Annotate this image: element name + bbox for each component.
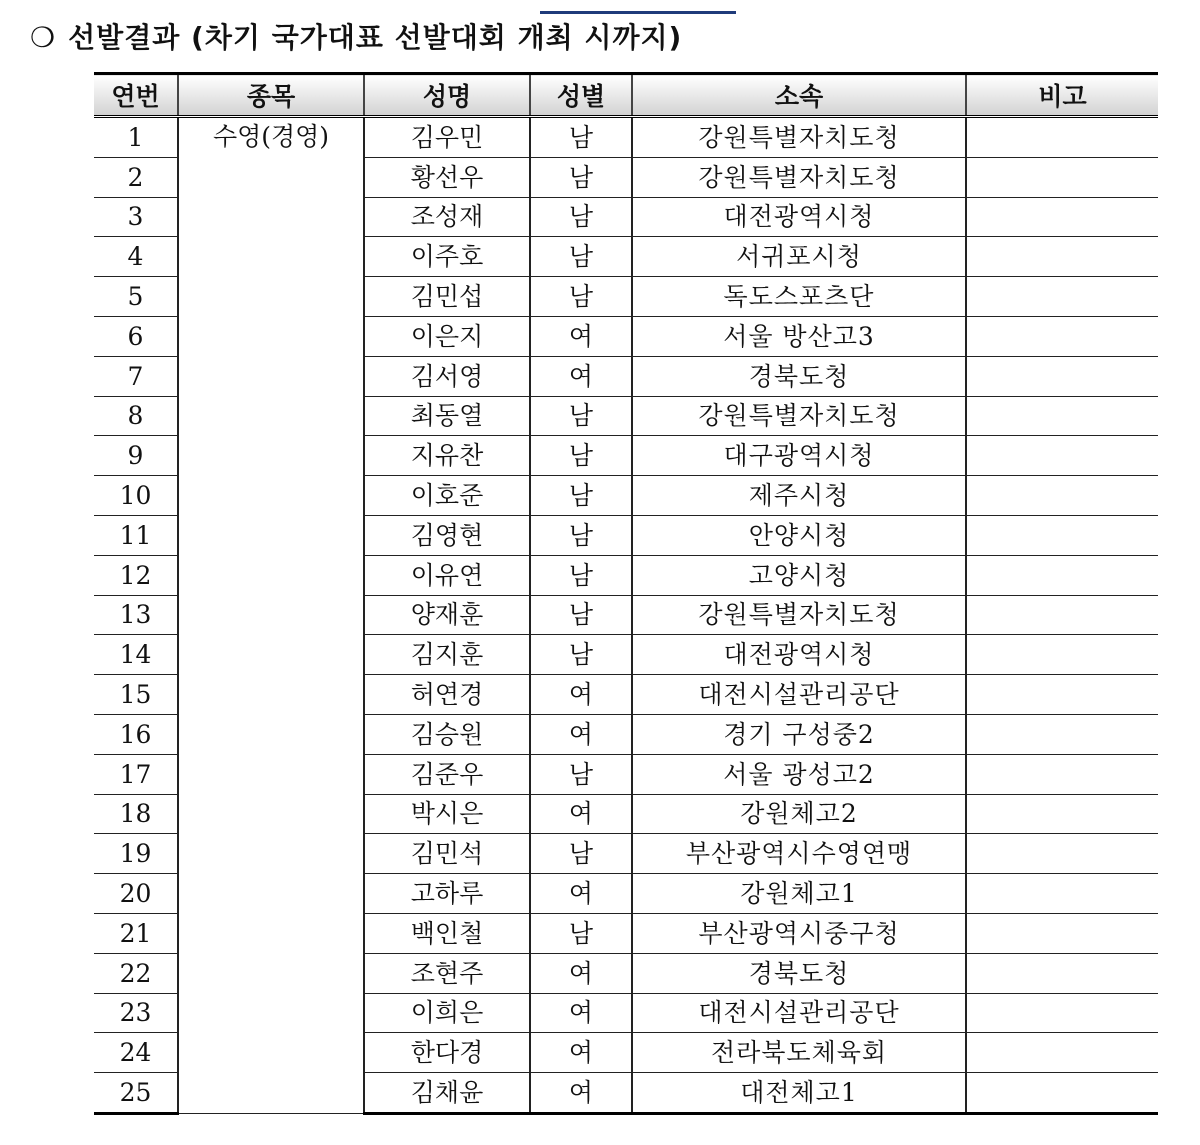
athlete-sex: 남	[530, 117, 632, 158]
event-cell: 수영(경영)	[178, 117, 364, 1114]
header-name: 성명	[364, 74, 530, 117]
athlete-name: 이희은	[364, 993, 530, 1033]
row-number: 5	[94, 277, 178, 317]
athlete-sex: 남	[530, 834, 632, 874]
athlete-affiliation: 서귀포시청	[632, 237, 966, 277]
athlete-name: 이호준	[364, 476, 530, 516]
remark-cell	[966, 515, 1158, 555]
section-heading	[30, 18, 682, 58]
athlete-affiliation: 고양시청	[632, 555, 966, 595]
remark-cell	[966, 595, 1158, 635]
athlete-sex: 남	[530, 277, 632, 317]
row-number: 21	[94, 913, 178, 953]
row-number: 2	[94, 157, 178, 197]
header-event: 종목	[178, 74, 364, 117]
athlete-name: 김서영	[364, 356, 530, 396]
athlete-sex: 여	[530, 356, 632, 396]
row-number: 22	[94, 953, 178, 993]
athlete-affiliation: 경북도청	[632, 953, 966, 993]
athlete-affiliation: 부산광역시수영연맹	[632, 834, 966, 874]
athlete-affiliation: 강원특별자치도청	[632, 117, 966, 158]
remark-cell	[966, 874, 1158, 914]
athlete-sex: 남	[530, 595, 632, 635]
athlete-affiliation: 제주시청	[632, 476, 966, 516]
row-number: 11	[94, 515, 178, 555]
row-number: 18	[94, 794, 178, 834]
athlete-affiliation: 대전광역시청	[632, 635, 966, 675]
athlete-sex: 여	[530, 1033, 632, 1073]
row-number: 25	[94, 1073, 178, 1114]
athlete-affiliation: 대구광역시청	[632, 436, 966, 476]
athlete-sex: 남	[530, 396, 632, 436]
athlete-name: 최동열	[364, 396, 530, 436]
athlete-name: 김준우	[364, 754, 530, 794]
header-sex: 성별	[530, 74, 632, 117]
athlete-affiliation: 대전시설관리공단	[632, 675, 966, 715]
athlete-name: 김민석	[364, 834, 530, 874]
athlete-name: 고하루	[364, 874, 530, 914]
header-remark: 비고	[966, 74, 1158, 117]
row-number: 4	[94, 237, 178, 277]
athlete-name: 이주호	[364, 237, 530, 277]
athlete-name: 조성재	[364, 197, 530, 237]
section-title: 선발결과 (차기 국가대표 선발대회 개최 시까지)	[68, 21, 683, 54]
athlete-affiliation: 강원체고1	[632, 874, 966, 914]
row-number: 23	[94, 993, 178, 1033]
remark-cell	[966, 754, 1158, 794]
remark-cell	[966, 953, 1158, 993]
athlete-affiliation: 전라북도체육회	[632, 1033, 966, 1073]
row-number: 16	[94, 714, 178, 754]
remark-cell	[966, 157, 1158, 197]
athlete-affiliation: 대전체고1	[632, 1073, 966, 1114]
athlete-name: 이유연	[364, 555, 530, 595]
remark-cell	[966, 913, 1158, 953]
row-number: 6	[94, 316, 178, 356]
athlete-name: 백인철	[364, 913, 530, 953]
athlete-sex: 여	[530, 675, 632, 715]
remark-cell	[966, 635, 1158, 675]
athlete-sex: 남	[530, 237, 632, 277]
row-number: 15	[94, 675, 178, 715]
athlete-affiliation: 강원특별자치도청	[632, 595, 966, 635]
athlete-name: 양재훈	[364, 595, 530, 635]
athlete-affiliation: 경북도청	[632, 356, 966, 396]
athlete-sex: 남	[530, 476, 632, 516]
remark-cell	[966, 555, 1158, 595]
circle-bullet-icon: ❍	[30, 21, 57, 54]
row-number: 14	[94, 635, 178, 675]
athlete-name: 김우민	[364, 117, 530, 158]
row-number: 13	[94, 595, 178, 635]
remark-cell	[966, 356, 1158, 396]
remark-cell	[966, 436, 1158, 476]
athlete-affiliation: 안양시청	[632, 515, 966, 555]
athlete-sex: 남	[530, 754, 632, 794]
athlete-name: 김민섭	[364, 277, 530, 317]
athlete-affiliation: 대전광역시청	[632, 197, 966, 237]
athlete-sex: 여	[530, 714, 632, 754]
athlete-sex: 여	[530, 993, 632, 1033]
athlete-affiliation: 부산광역시중구청	[632, 913, 966, 953]
athlete-affiliation: 서울 광성고2	[632, 754, 966, 794]
remark-cell	[966, 316, 1158, 356]
remark-cell	[966, 476, 1158, 516]
remark-cell	[966, 396, 1158, 436]
athlete-sex: 여	[530, 874, 632, 914]
row-number: 19	[94, 834, 178, 874]
athlete-affiliation: 경기 구성중2	[632, 714, 966, 754]
remark-cell	[966, 794, 1158, 834]
athlete-name: 지유찬	[364, 436, 530, 476]
athlete-sex: 남	[530, 635, 632, 675]
header-row	[94, 74, 1158, 117]
athlete-affiliation: 서울 방산고3	[632, 316, 966, 356]
athlete-sex: 남	[530, 555, 632, 595]
row-number: 20	[94, 874, 178, 914]
remark-cell	[966, 237, 1158, 277]
athlete-affiliation: 강원특별자치도청	[632, 396, 966, 436]
athlete-name: 김채윤	[364, 1073, 530, 1114]
row-number: 3	[94, 197, 178, 237]
athlete-name: 김승원	[364, 714, 530, 754]
athlete-affiliation: 독도스포츠단	[632, 277, 966, 317]
selection-results-table	[94, 72, 1158, 1115]
athlete-name: 김영현	[364, 515, 530, 555]
remark-cell	[966, 675, 1158, 715]
table-row	[94, 117, 1158, 158]
heading-accent-line	[540, 11, 736, 14]
athlete-name: 한다경	[364, 1033, 530, 1073]
row-number: 12	[94, 555, 178, 595]
remark-cell	[966, 993, 1158, 1033]
athlete-sex: 남	[530, 157, 632, 197]
athlete-affiliation: 강원체고2	[632, 794, 966, 834]
table-body	[94, 117, 1158, 1114]
header-no: 연번	[94, 74, 178, 117]
athlete-sex: 여	[530, 794, 632, 834]
row-number: 7	[94, 356, 178, 396]
row-number: 8	[94, 396, 178, 436]
row-number: 1	[94, 117, 178, 158]
row-number: 10	[94, 476, 178, 516]
athlete-sex: 남	[530, 436, 632, 476]
remark-cell	[966, 714, 1158, 754]
remark-cell	[966, 834, 1158, 874]
remark-cell	[966, 1033, 1158, 1073]
remark-cell	[966, 1073, 1158, 1114]
athlete-sex: 여	[530, 953, 632, 993]
athlete-affiliation: 강원특별자치도청	[632, 157, 966, 197]
athlete-name: 허연경	[364, 675, 530, 715]
athlete-name: 박시은	[364, 794, 530, 834]
athlete-sex: 남	[530, 197, 632, 237]
athlete-name: 이은지	[364, 316, 530, 356]
athlete-sex: 남	[530, 515, 632, 555]
remark-cell	[966, 197, 1158, 237]
athlete-sex: 남	[530, 913, 632, 953]
header-affiliation: 소속	[632, 74, 966, 117]
athlete-name: 황선우	[364, 157, 530, 197]
row-number: 17	[94, 754, 178, 794]
athlete-affiliation: 대전시설관리공단	[632, 993, 966, 1033]
row-number: 9	[94, 436, 178, 476]
athlete-name: 조현주	[364, 953, 530, 993]
athlete-sex: 여	[530, 1073, 632, 1114]
table-header	[94, 74, 1158, 117]
athlete-name: 김지훈	[364, 635, 530, 675]
athlete-sex: 여	[530, 316, 632, 356]
remark-cell	[966, 117, 1158, 158]
remark-cell	[966, 277, 1158, 317]
row-number: 24	[94, 1033, 178, 1073]
